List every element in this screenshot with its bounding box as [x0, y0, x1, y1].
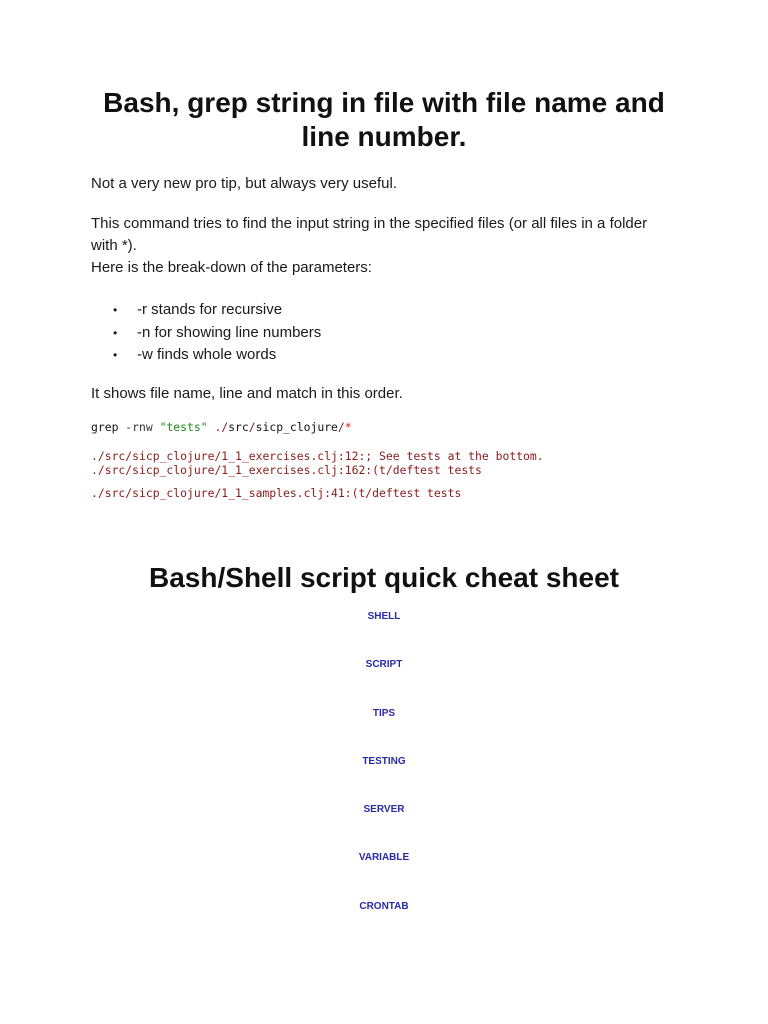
cheatsheet-title: Bash/Shell script quick cheat sheet [149, 562, 619, 593]
description-line-1: This command tries to find the input string in the specified files (or all files in a folder with *). [91, 215, 648, 254]
path-wildcard: * [344, 420, 352, 434]
path-src: src [228, 420, 249, 434]
command-flags: -rnw [125, 420, 153, 434]
tag-link-testing[interactable]: TESTING [362, 756, 406, 767]
list-item-label: -r stands for recursive [137, 301, 283, 318]
path-separator: / [248, 420, 256, 434]
tag-link-server[interactable]: SERVER [363, 804, 405, 815]
output-line: ./src/sicp_clojure/1_1_exercises.clj:162:(t/deftest tests [91, 463, 482, 477]
command-name: grep [91, 420, 119, 434]
list-item-label: -w finds whole words [137, 346, 277, 363]
list-item [91, 344, 677, 367]
bullet-icon: • [113, 348, 118, 362]
output-line: ./src/sicp_clojure/1_1_exercises.clj:12:; See tests at the bottom. [91, 449, 544, 463]
list-item [91, 322, 677, 345]
list-item-label: -n for showing line numbers [137, 323, 322, 341]
order-note: It shows file name, line and match in this order. [91, 385, 403, 402]
output-line: ./src/sicp_clojure/1_1_samples.clj:41:(t/deftest tests [91, 486, 462, 500]
parameters-list [91, 299, 677, 367]
description-line-2: Here is the break-down of the parameters: [91, 259, 372, 276]
bullet-icon: • [113, 325, 118, 340]
tag-link-script[interactable]: SCRIPT [365, 659, 403, 670]
tag-link-variable[interactable]: VARIABLE [358, 852, 410, 863]
path-dot: ./ [214, 420, 229, 434]
description-paragraph [91, 213, 677, 279]
tag-link-crontab[interactable]: CRONTAB [359, 901, 409, 912]
path-dir: sicp_clojure [255, 420, 338, 434]
list-item [91, 299, 677, 322]
path-separator: / [337, 420, 345, 434]
article-title: Bash, grep string in file with file name and line number. [103, 87, 665, 152]
bullet-icon: • [113, 303, 118, 317]
grep-command [91, 420, 352, 434]
intro-paragraph: Not a very new pro tip, but always very useful. [91, 175, 397, 192]
command-pattern: "tests" [159, 420, 208, 434]
tag-link-shell[interactable]: SHELL [367, 611, 401, 622]
tag-link-tips[interactable]: TIPS [372, 708, 396, 719]
